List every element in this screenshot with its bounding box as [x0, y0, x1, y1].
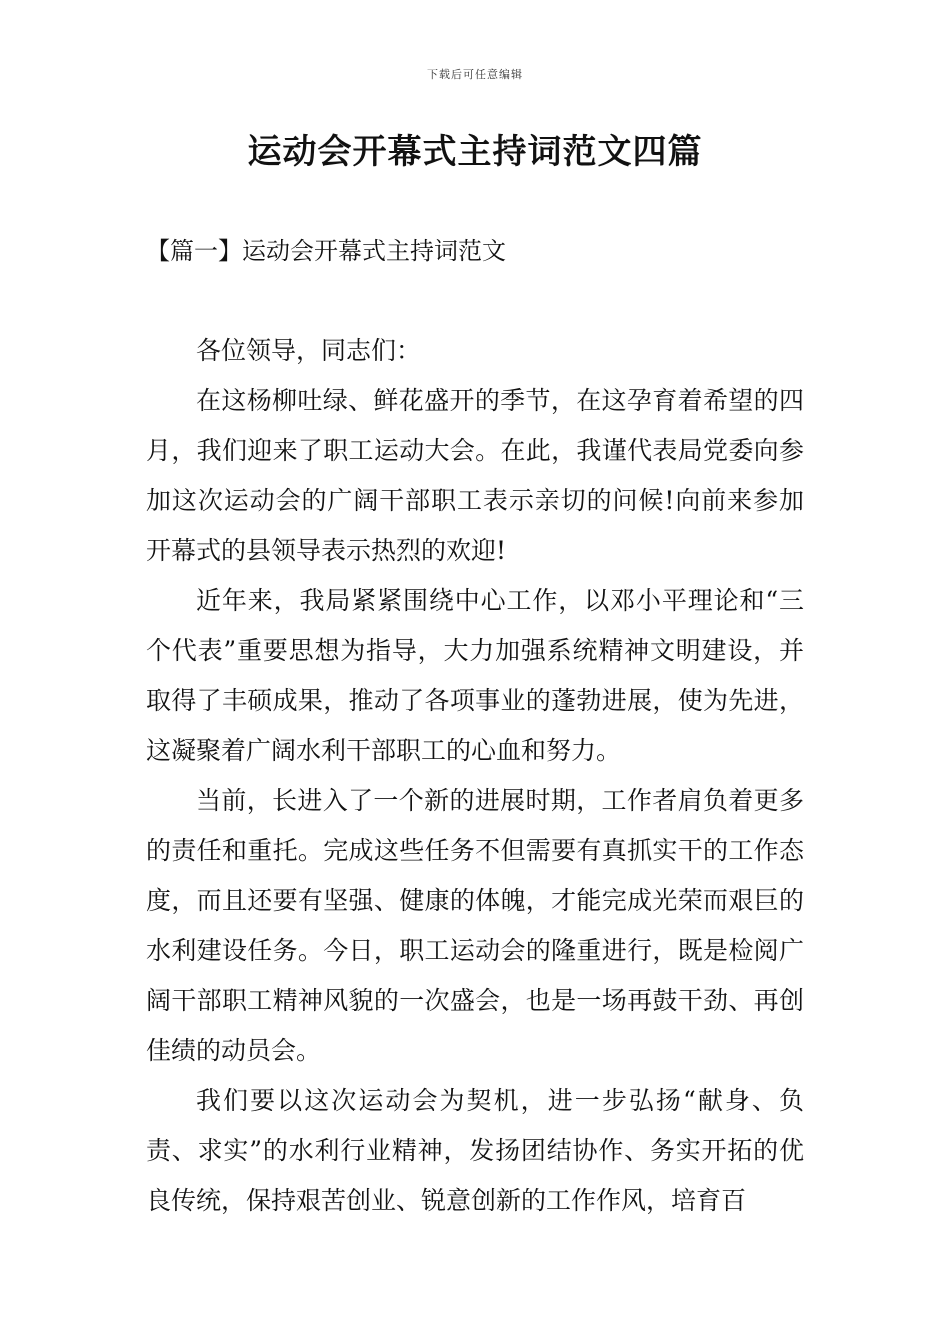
paragraph: 我们要以这次运动会为契机，进一步弘扬“献身、负责、求实”的水利行业精神，发扬团结协作、务实开拓的优良传统，保持艰苦创业、锐意创新的工作作风，培育百 — [146, 1086, 804, 1215]
paragraph: 在这杨柳吐绿、鲜花盛开的季节，在这孕育着希望的四月，我们迎来了职工运动大会。在此，我谨代表局党委向参加这次运动会的广阔干部职工表示亲切的问候!向前来参加开幕式的县领导表示热烈的欢迎! — [146, 386, 804, 565]
document-body — [146, 326, 804, 1226]
paragraph: 当前，长进入了一个新的进展时期，工作者肩负着更多的责任和重托。完成这些任务不但需要有真抓实干的工作态度，而且还要有坚强、健康的体魄，才能完成光荣而艰巨的水利建设任务。今日，职工运动会的隆重进行，既是检阅广阔干部职工精神风貌的一次盛会，也是一场再鼓干劲、再创佳绩的动员会。 — [146, 786, 804, 1065]
section-heading: 【篇一】运动会开幕式主持词范文 — [146, 237, 506, 265]
paragraph-greeting: 各位领导，同志们： — [196, 336, 422, 365]
paragraph: 近年来，我局紧紧围绕中心工作，以邓小平理论和“三个代表”重要思想为指导，大力加强系统精神文明建设，并取得了丰硕成果，推动了各项事业的蓬勃进展，使为先进，这凝聚着广阔水利干部职工的心血和努力。 — [146, 586, 804, 765]
header-note: 下载后可任意编辑 — [427, 68, 523, 81]
document-title: 运动会开幕式主持词范文四篇 — [247, 132, 703, 172]
